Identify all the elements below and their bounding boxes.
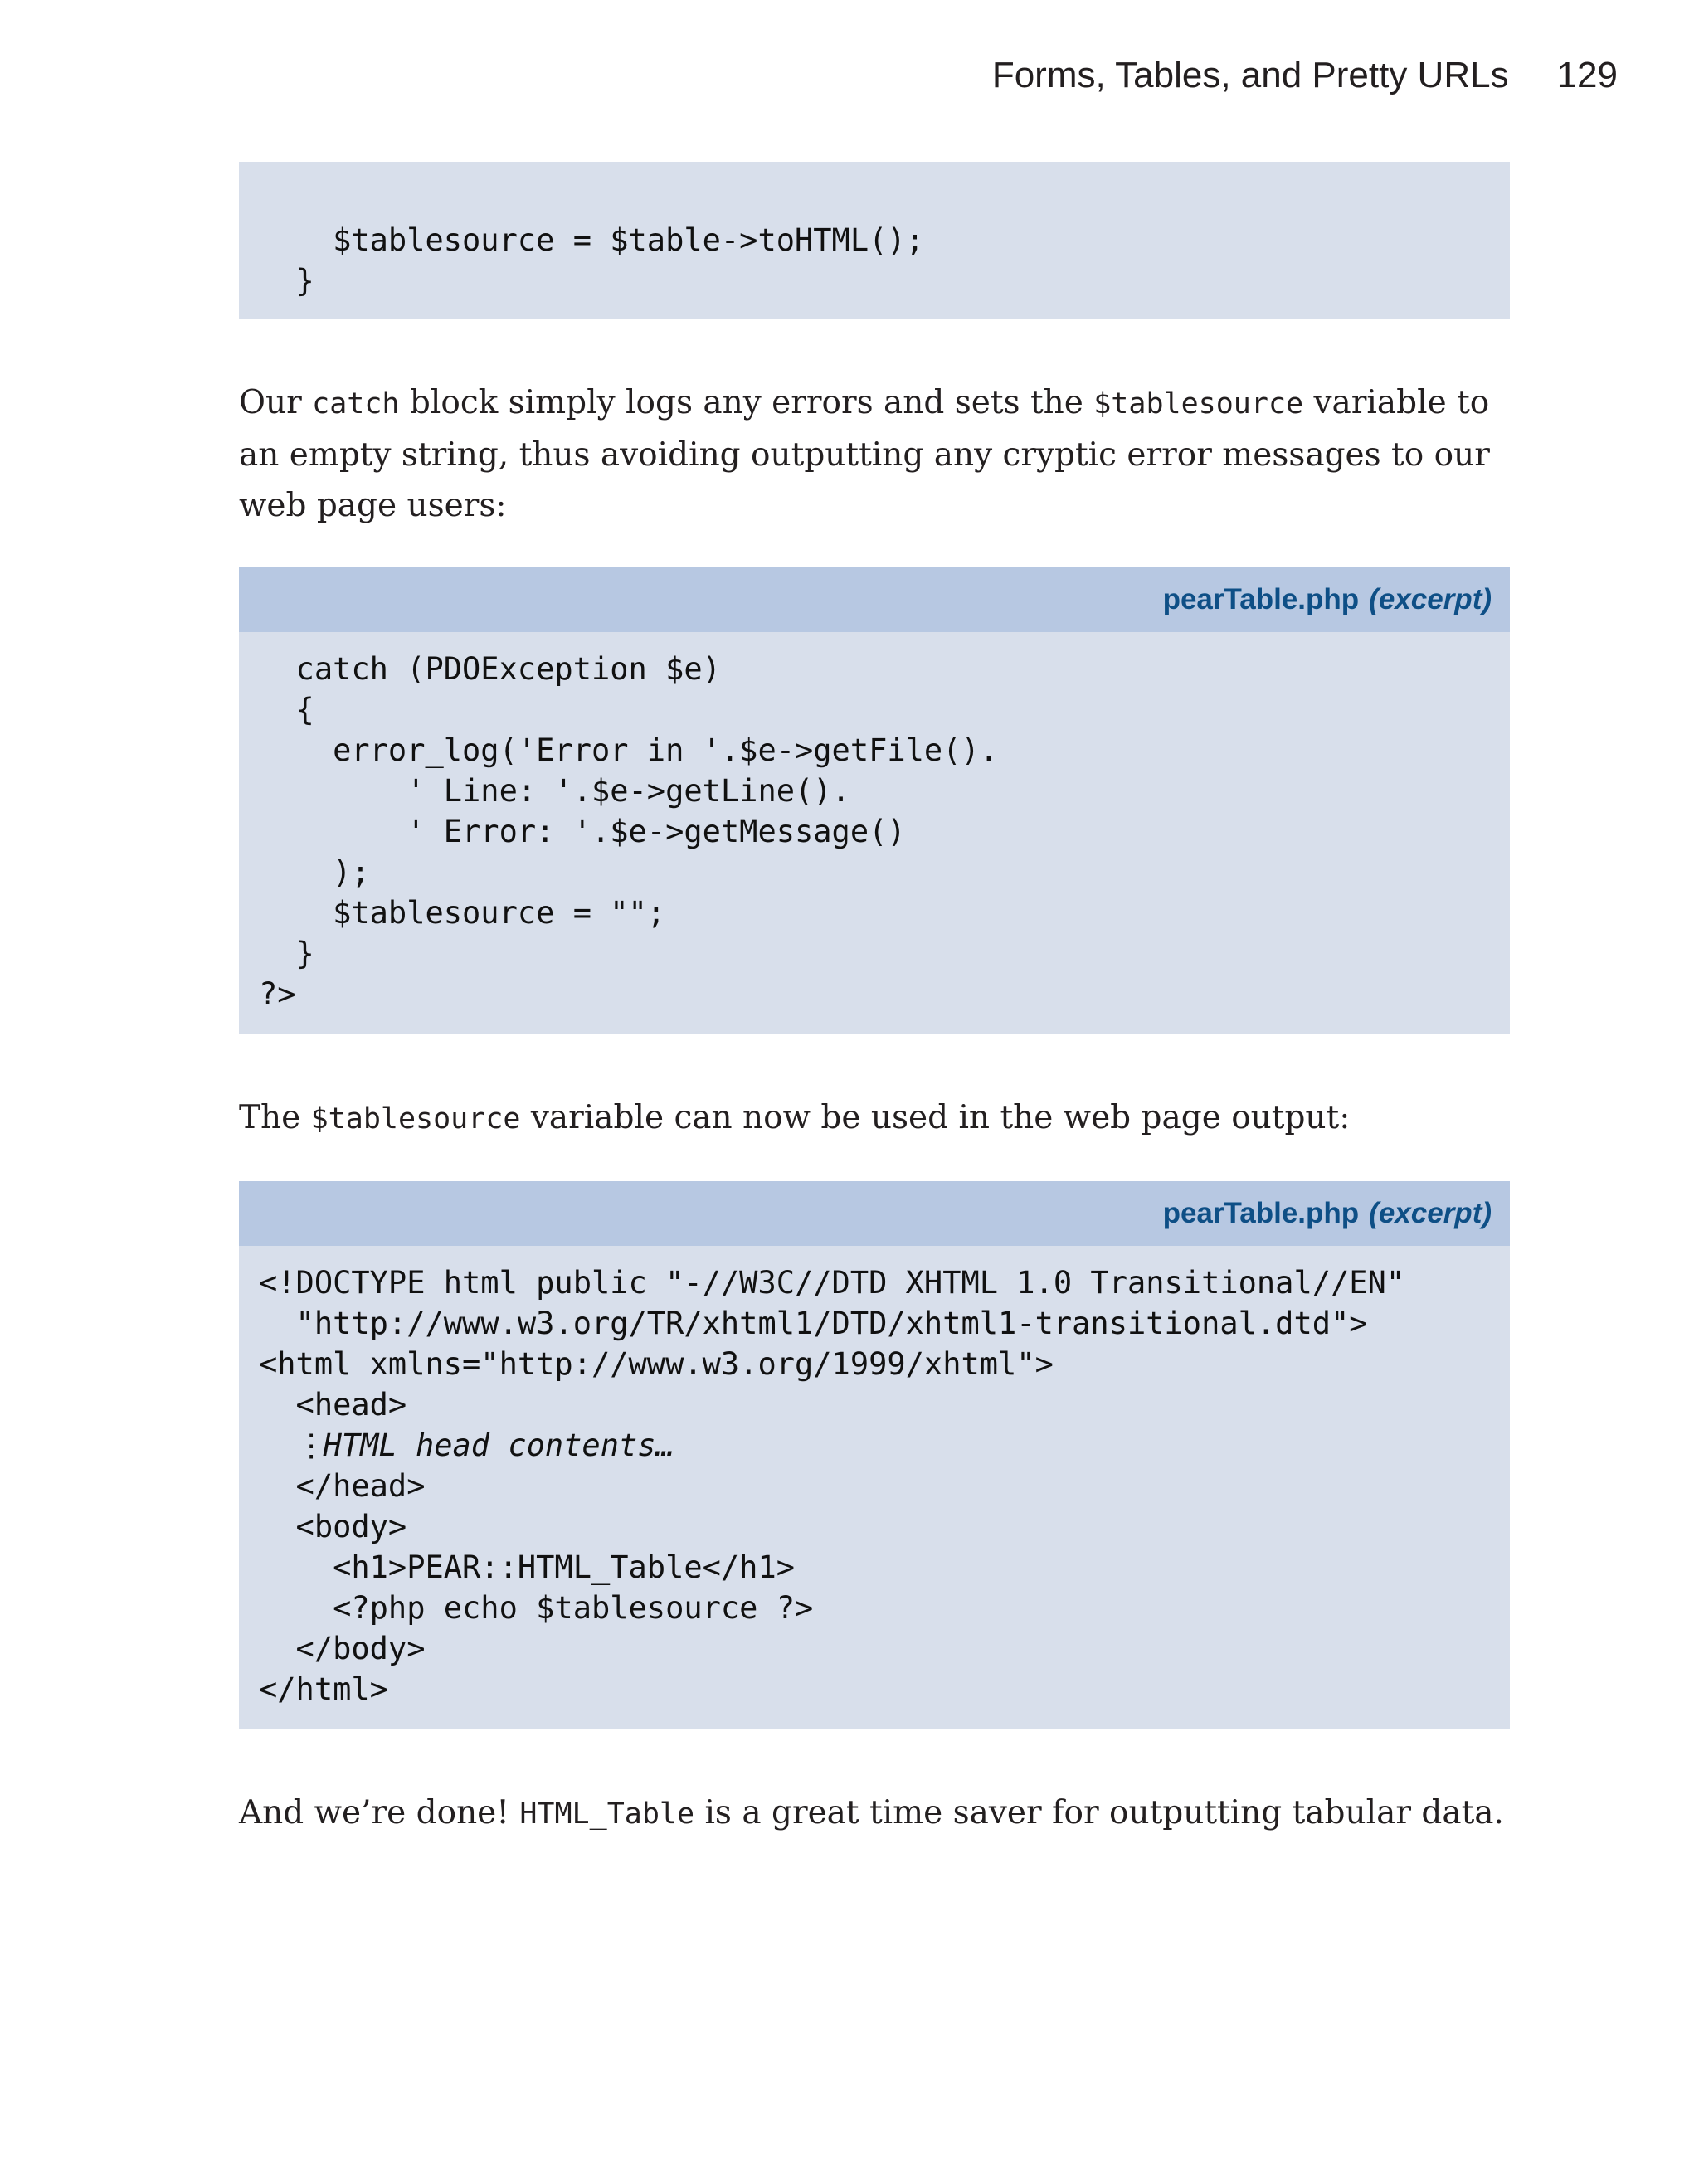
code-line: { bbox=[259, 692, 314, 727]
code-line: } bbox=[259, 936, 314, 971]
text-run: And we’re done! bbox=[239, 1794, 520, 1831]
code-line: <html xmlns="http://www.w3.org/1999/xhtml"> bbox=[259, 1346, 1054, 1382]
code-line: <!DOCTYPE html public "-//W3C//DTD XHTML 1.0 Transitional//EN" bbox=[259, 1265, 1405, 1301]
code-line: ); bbox=[259, 854, 370, 890]
code-listing bbox=[239, 162, 1510, 319]
code-line: <?php echo $tablesource ?> bbox=[259, 1590, 814, 1626]
running-head-title: Forms, Tables, and Pretty URLs bbox=[991, 55, 1509, 95]
code-filename: pearTable.php bbox=[1162, 1197, 1360, 1229]
code-line: </body> bbox=[259, 1631, 426, 1666]
text-run: is a great time saver for outputting tabular data. bbox=[694, 1794, 1504, 1831]
page-number: 129 bbox=[1556, 55, 1618, 95]
code-line: <body> bbox=[259, 1509, 407, 1544]
code-line: <head> bbox=[259, 1387, 407, 1423]
paragraph-catch-explanation bbox=[239, 377, 1510, 531]
code-line: $tablesource = ""; bbox=[259, 895, 666, 931]
inline-code: catch bbox=[312, 387, 400, 421]
code-line: ?> bbox=[259, 976, 296, 1012]
text-run: The bbox=[239, 1099, 311, 1136]
code-caption bbox=[239, 1181, 1510, 1246]
code-filename: pearTable.php bbox=[1162, 583, 1360, 615]
code-line: </html> bbox=[259, 1671, 388, 1707]
inline-code: $tablesource bbox=[1093, 387, 1304, 421]
code-line: catch (PDOException $e) bbox=[259, 651, 721, 687]
page-content bbox=[239, 162, 1510, 1840]
code-line: } bbox=[259, 263, 314, 299]
inline-code: HTML_Table bbox=[519, 1797, 695, 1831]
code-excerpt-label: (excerpt) bbox=[1369, 1197, 1492, 1229]
code-listing bbox=[239, 1246, 1510, 1729]
vertical-ellipsis-icon: ⋮ bbox=[295, 1428, 327, 1463]
inline-code: $tablesource bbox=[310, 1102, 521, 1136]
code-line: </head> bbox=[259, 1468, 426, 1504]
code-line: <h1>PEAR::HTML_Table</h1> bbox=[259, 1549, 796, 1585]
code-block-html-output bbox=[239, 1181, 1510, 1729]
text-run: variable to an empty string, thus avoiding outputting any cryptic error messages to our web page users: bbox=[239, 384, 1490, 524]
text-run: block simply logs any errors and sets the bbox=[399, 384, 1094, 421]
code-excerpt-label: (excerpt) bbox=[1369, 583, 1492, 615]
running-head bbox=[992, 46, 1618, 105]
code-listing bbox=[239, 632, 1510, 1034]
text-run: Our bbox=[239, 384, 313, 421]
code-line: $tablesource = $table->toHTML(); bbox=[259, 222, 924, 258]
code-line: ' Line: '.$e->getLine(). bbox=[259, 773, 850, 809]
paragraph-conclusion bbox=[239, 1788, 1510, 1840]
code-block-tohtml bbox=[239, 162, 1510, 319]
code-caption bbox=[239, 567, 1510, 632]
code-line: ' Error: '.$e->getMessage() bbox=[259, 814, 906, 849]
elided-content-note: HTML head contents… bbox=[323, 1428, 674, 1463]
code-line: "http://www.w3.org/TR/xhtml1/DTD/xhtml1-transitional.dtd"> bbox=[259, 1306, 1368, 1341]
paragraph-tablesource-usage bbox=[239, 1092, 1510, 1145]
code-block-catch bbox=[239, 567, 1510, 1034]
text-run: variable can now be used in the web page output: bbox=[520, 1099, 1351, 1136]
code-line: error_log('Error in '.$e->getFile(). bbox=[259, 732, 999, 768]
code-line-elision bbox=[259, 1425, 1490, 1466]
